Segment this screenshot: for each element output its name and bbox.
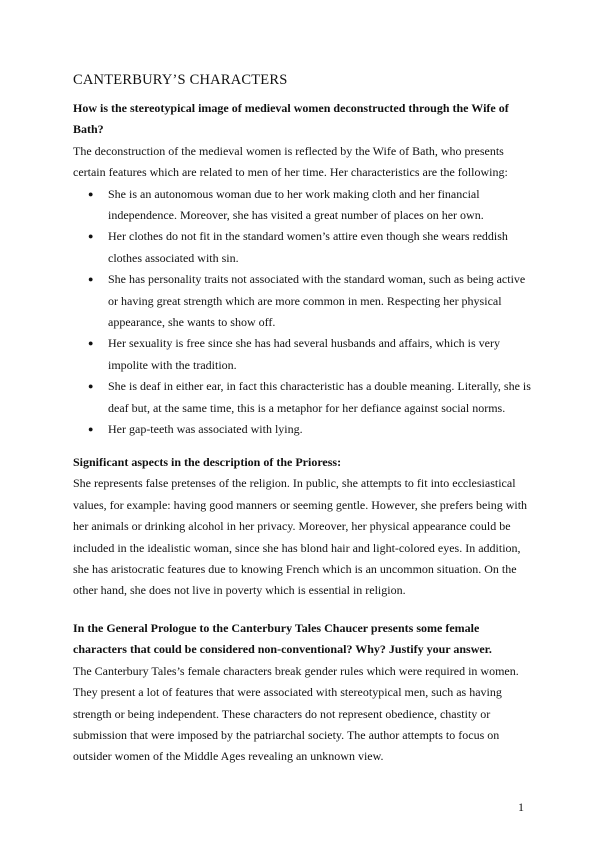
bullet-icon: ●: [88, 424, 94, 435]
section-wife-of-bath: [73, 98, 533, 441]
list-item: [73, 333, 533, 376]
section-prioress: [73, 452, 533, 602]
list-item: [73, 226, 533, 269]
list-item: [73, 419, 533, 440]
characteristics-list: [73, 184, 533, 441]
bullet-icon: ●: [88, 338, 94, 349]
question-female-characters: In the General Prologue to the Canterbury Tales Chaucer presents some female characters that could be considered non-conventional? Why? Justify your answer.: [73, 621, 492, 657]
section-female-characters: [73, 618, 533, 768]
bullet-icon: ●: [88, 231, 94, 242]
heading-prioress: Significant aspects in the description of the Prioress:: [73, 455, 342, 469]
intro-paragraph: The deconstruction of the medieval women is reflected by the Wife of Bath, who presents certain features which are related to men of her time. Her characteristics are the following:: [73, 143, 508, 180]
bullet-icon: ●: [88, 381, 94, 392]
bullet-icon: ●: [88, 274, 94, 285]
list-item-text: Her sexuality is free since she has had several husbands and affairs, which is very impolite with the tradition.: [108, 336, 500, 372]
list-item-text: Her clothes do not fit in the standard women’s attire even though she wears reddish clothes associated with sin.: [108, 229, 508, 265]
list-item-text: Her gap-teeth was associated with lying.: [108, 422, 303, 437]
list-item-text: She is deaf in either ear, in fact this characteristic has a double meaning. Literally, she is deaf but, at the same time, this is a metaphor for her defiance against social norms.: [108, 379, 531, 415]
list-item-text: She is an autonomous woman due to her work making cloth and her financial independence. Moreover, she has visited a great number of places on her own.: [108, 186, 484, 223]
prioress-paragraph: She represents false pretenses of the religion. In public, she attempts to fit into ecclesiastical values, for example: having good manners or seeming gentle. However, she prefers being with her animals or drinking alcohol in her privacy. Moreover, her physical appearance could be included in the idealistic woman, since she has blond hair and light-colored eyes. In addition, she has aristocratic features due to knowing French which is an uncommon situation. On the other hand, she does not live in poverty which is essential in religion.: [73, 476, 528, 598]
document-title: CANTERBURY’S CHARACTERS: [73, 72, 288, 88]
list-item: [73, 269, 533, 333]
bullet-icon: ●: [88, 188, 94, 199]
question-wife-of-bath: How is the stereotypical image of medieval women deconstructed through the Wife of Bath?: [73, 101, 509, 137]
list-item-text: She has personality traits not associated with the standard woman, such as being active or having great strength which are more common in men. Respecting her physical appearance, she wants to show off.: [108, 272, 526, 330]
page-number: 1: [518, 800, 524, 814]
list-item: [73, 184, 533, 227]
female-characters-paragraph: The Canterbury Tales’s female characters break gender rules which were required in women. They present a lot of features that were associated with stereotypical men, such as having strength or being independent. These characters do not represent obedience, chastity or submission that were imposed by the patriarchal society. The author attempts to focus on outsider women of the Middle Ages revealing an unknown view.: [73, 663, 519, 764]
list-item: [73, 376, 533, 419]
